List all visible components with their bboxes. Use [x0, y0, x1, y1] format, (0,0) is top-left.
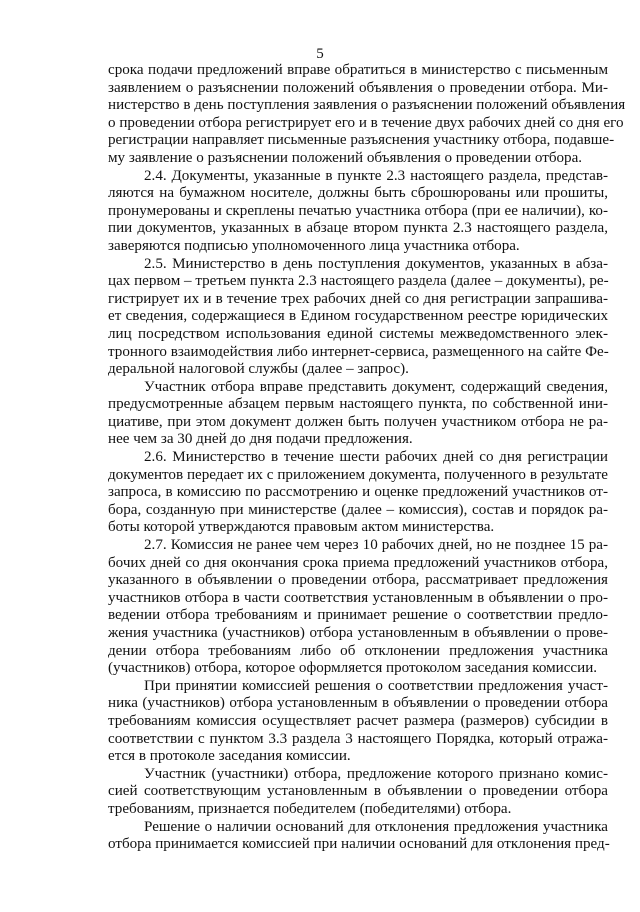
- text-line: При принятии комиссией решения о соответствии предложения участ-: [144, 677, 608, 694]
- text-line: лиц посредством использования единой системы межведомственного элек-: [108, 325, 608, 342]
- text-line: сией соответствующим установленным в объявлении о проведении отбора: [108, 783, 608, 800]
- paragraph: [108, 819, 608, 854]
- text-line: дении отбора требованиям либо об отклонении предложения участника: [108, 642, 608, 659]
- text-line: нее чем за 30 дней до дня подачи предложения.: [108, 431, 413, 448]
- text-line: требованиям комиссия осуществляет расчет размера (размеров) субсидии в: [108, 712, 608, 729]
- paragraph: [108, 62, 626, 168]
- text-line: бочих дней со дня окончания срока приема предложений участников отбора,: [108, 554, 608, 571]
- text-line: указанного в объявлении о проведении отбора, рассматривает предложения: [108, 572, 608, 589]
- text-line: пии документов, указанных в абзаце втором пункта 2.3 настоящего раздела,: [108, 220, 608, 237]
- text-line: деральной налоговой службы (далее – запрос).: [108, 361, 409, 378]
- text-line: нистерство в день поступления заявления о разъяснении положений объявления: [108, 97, 626, 114]
- paragraph: [108, 537, 608, 678]
- paragraph: [108, 168, 608, 256]
- text-line: Участник (участники) отбора, предложение которого признано комис-: [144, 765, 608, 782]
- text-line: Участник отбора вправе представить документ, содержащий сведения,: [144, 378, 608, 395]
- text-line: 2.4. Документы, указанные в пункте 2.3 настоящего раздела, представ-: [144, 167, 608, 184]
- paragraph: [108, 449, 608, 537]
- text-line: документов передает их с приложением документа, полученного в результате: [108, 466, 608, 483]
- paragraph: [108, 766, 608, 819]
- text-line: соответствии с пунктом 3.3 раздела 3 настоящего Порядка, который отража-: [108, 730, 608, 747]
- text-line: 2.5. Министерство в день поступления документов, указанных в абза-: [144, 255, 608, 272]
- text-line: участников отбора в части соответствия установленным в объявлении о про-: [108, 589, 608, 606]
- text-line: Решение о наличии оснований для отклонения предложения участника: [144, 818, 608, 835]
- text-line: тронного взаимодействия либо интернет-сервиса, размещенного на сайте Фе-: [108, 343, 609, 360]
- text-line: боты которой утверждаются правовым актом министерства.: [108, 519, 495, 536]
- text-line: запроса, в комиссию по рассмотрению и оценке предложений участников от-: [108, 484, 608, 501]
- text-line: отбора принимается комиссией при наличии оснований для отклонения пред-: [108, 836, 610, 853]
- text-line: ника (участников) отбора установленным в объявлении о проведении отбора: [108, 695, 608, 712]
- text-line: о проведении отбора регистрирует его и в течение двух рабочих дней со дня его: [108, 114, 624, 131]
- text-line: требованиям, признается победителем (победителями) отбора.: [108, 800, 512, 817]
- text-line: регистрации направляет письменные разъяснения участнику отбора, подавше-: [108, 132, 615, 149]
- text-line: пронумерованы и скреплены печатью участника отбора (при ее наличии), ко-: [108, 202, 608, 219]
- text-line: заявлением о разъяснении положений объявления о проведении отбора. Ми-: [108, 79, 608, 96]
- text-line: циативе, при этом документ должен быть получен участником отбора не ра-: [108, 413, 608, 430]
- text-line: жения участника (участников) отбора установленным в объявлении о прове-: [108, 625, 608, 641]
- text-line: заверяются подписью уполномоченного лица участника отбора.: [108, 237, 520, 254]
- paragraph: [108, 256, 608, 379]
- text-line: 2.6. Министерство в течение шести рабочих дней со дня регистрации: [144, 449, 608, 466]
- text-line: ляются на бумажном носителе, должны быть сброшюрованы или прошиты,: [108, 185, 608, 202]
- text-line: (участников) отбора, которое оформляется протоколом заседания комиссии.: [108, 660, 598, 677]
- paragraph: [108, 678, 608, 766]
- text-line: му заявление о разъяснении положений объявления о проведении отбора.: [108, 149, 583, 166]
- text-line: предусмотренные абзацем первым настоящего пункта, по собственной ини-: [108, 396, 608, 413]
- text-line: ведении отбора требованиям и принимает решение о соответствии предло-: [108, 607, 608, 624]
- paragraph: [108, 379, 608, 449]
- text-line: ет сведения, содержащиеся в Едином государственном реестре юридических: [108, 308, 608, 325]
- page-number: 5: [316, 46, 324, 62]
- text-line: 2.7. Комиссия не ранее чем через 10 рабочих дней, но не позднее 15 ра-: [144, 537, 608, 554]
- document-body: [108, 62, 626, 854]
- text-line: бора, созданную при министерстве (далее – комиссия), состав и порядок ра-: [108, 501, 608, 518]
- text-line: цах первом – третьем пункта 2.3 настоящего раздела (далее – документы), ре-: [108, 273, 609, 290]
- text-line: гистрирует их и в течение трех рабочих дней со дня регистрации запрашива-: [108, 290, 608, 307]
- text-line: ется в протоколе заседания комиссии.: [108, 748, 351, 765]
- text-line: срока подачи предложений вправе обратиться в министерство с письменным: [108, 62, 608, 78]
